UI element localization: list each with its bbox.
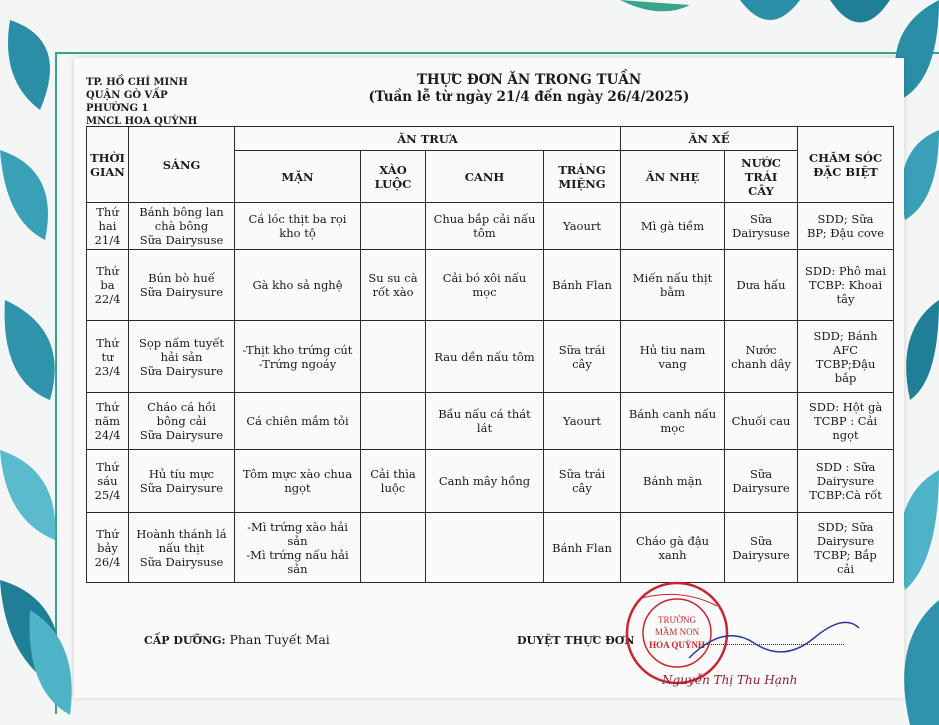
morning-cell-line: Sọp nấm tuyết: [138, 335, 225, 350]
special-cell-line: TCBP:Cà rốt: [809, 488, 882, 502]
light-snack-cell: [621, 203, 725, 250]
stirfry-cell-line: luộc: [380, 481, 406, 495]
soup-cell: [426, 393, 544, 450]
light-snack-cell-line: xanh: [658, 547, 687, 562]
special-cell-line: ngọt: [832, 428, 859, 442]
light-snack-cell-line: Mì gà tiềm: [640, 219, 705, 233]
stirfry-cell-line: rốt xào: [372, 285, 414, 299]
special-cell-line: BP; Đậu cove: [806, 226, 885, 240]
morning-cell-line: Sữa Dairysure: [139, 481, 224, 495]
soup-cell-line: Bầu nấu cá thát lát: [438, 407, 531, 435]
light-snack-cell: [621, 513, 725, 583]
day-cell-line: Thứ: [96, 460, 119, 474]
school-address: [86, 76, 197, 128]
day-cell-line: Thứ: [96, 400, 119, 414]
header-lunch: ĂN TRƯA: [235, 127, 621, 151]
juice-cell-line: Dairysuse: [732, 226, 790, 240]
table-row: [87, 513, 894, 583]
special-cell: [798, 393, 894, 450]
day-cell-line: 26/4: [94, 554, 121, 569]
special-cell-line: AFC: [832, 342, 859, 357]
savory-cell-line: Tôm mực xào chua: [242, 467, 353, 481]
dessert-cell-line: Bánh Flan: [552, 540, 612, 555]
table-row: [87, 321, 894, 393]
morning-cell-line: Bún bò huế: [148, 271, 215, 285]
special-cell: [798, 450, 894, 513]
savory-cell: [235, 321, 361, 393]
day-cell-line: 22/4: [94, 292, 121, 306]
menu-sheet: [74, 58, 904, 698]
savory-cell: [235, 203, 361, 250]
day-cell: [87, 513, 129, 583]
header-stirfry: XÀO LUỘC: [361, 151, 426, 203]
savory-cell: [235, 450, 361, 513]
special-cell-line: SDD : Sữa: [815, 460, 876, 474]
juice-cell: [725, 321, 798, 393]
day-cell-line: ba: [100, 278, 115, 292]
day-cell-line: Thứ: [96, 526, 119, 541]
city-line: TP. HỒ CHÍ MINH: [86, 77, 188, 88]
soup-cell: [426, 203, 544, 250]
morning-cell-line: bông cải: [156, 414, 207, 428]
menu-body: [87, 203, 894, 583]
header-light-snack: ĂN NHẸ: [621, 151, 725, 203]
juice-cell-line: chanh dây: [731, 356, 791, 371]
cook-label: CẤP DƯỠNG:: [144, 634, 226, 647]
savory-cell: [235, 513, 361, 583]
morning-cell: [129, 321, 235, 393]
table-row: [87, 393, 894, 450]
stirfry-cell: [361, 450, 426, 513]
table-row: [87, 250, 894, 321]
header-soup: CANH: [426, 151, 544, 203]
morning-cell-line: Sữa Dairysure: [139, 285, 224, 299]
special-cell-line: SDD; Sữa: [817, 519, 874, 534]
day-cell: [87, 450, 129, 513]
dessert-cell-line: Sữa trái: [558, 342, 606, 357]
dessert-cell-line: Yaourt: [563, 219, 602, 233]
soup-cell-line: Rau dền nấu tôm: [434, 349, 535, 364]
signature-scribble: [684, 618, 864, 668]
leaf-decoration-top: [600, 0, 900, 60]
juice-cell-line: Dairysure: [732, 481, 790, 495]
school-line: MNCL HOA QUỲNH: [86, 116, 198, 127]
morning-cell: [129, 513, 235, 583]
day-cell-line: tư: [101, 349, 114, 364]
savory-cell: [235, 250, 361, 321]
special-cell-line: Dairysure: [816, 474, 875, 488]
morning-cell: [129, 393, 235, 450]
juice-cell-line: Dưa hấu: [736, 278, 786, 292]
savory-cell-line: ngọt: [284, 481, 311, 495]
light-snack-cell-line: bằm: [659, 285, 686, 299]
special-cell-line: bắp: [834, 370, 857, 385]
day-cell: [87, 321, 129, 393]
juice-cell: [725, 203, 798, 250]
juice-cell-line: Chuối cau: [731, 414, 791, 428]
day-cell: [87, 393, 129, 450]
weekly-menu-table: [86, 126, 894, 583]
savory-cell-line: Gà kho sả nghệ: [252, 278, 343, 292]
district-line: QUẬN GÒ VẤP: [86, 90, 168, 101]
light-snack-cell: [621, 321, 725, 393]
morning-cell: [129, 203, 235, 250]
day-cell-line: hai: [98, 219, 117, 233]
soup-cell-line: tôm: [473, 226, 496, 240]
light-snack-cell-line: Cháo gà đậu: [635, 533, 710, 548]
special-cell-line: SDD; Bánh: [813, 328, 878, 343]
stirfry-cell: [361, 321, 426, 393]
special-cell-line: tây: [836, 292, 855, 306]
dessert-cell: [544, 203, 621, 250]
day-cell-line: sáu: [97, 474, 118, 488]
morning-cell-line: Hoành thánh lá: [136, 526, 227, 541]
special-cell-line: TCBP; Bắp: [814, 547, 877, 562]
dessert-cell: [544, 513, 621, 583]
special-cell: [798, 250, 894, 321]
soup-cell: [426, 321, 544, 393]
stirfry-cell: [361, 203, 426, 250]
day-cell-line: Thứ: [96, 264, 119, 278]
morning-cell-line: Cháo cá hồi: [147, 400, 216, 414]
juice-cell-line: Dairysure: [732, 547, 790, 562]
special-cell-line: TCBP;Đậu: [815, 356, 876, 371]
dessert-cell: [544, 450, 621, 513]
day-cell-line: năm: [94, 414, 121, 428]
table-row: [87, 450, 894, 513]
dessert-cell-line: cây: [572, 356, 592, 371]
special-cell: [798, 203, 894, 250]
menu-title: THỰC ĐƠN ĂN TRONG TUẦN: [416, 72, 642, 88]
dessert-cell: [544, 393, 621, 450]
light-snack-cell-line: Miến nấu thịt: [632, 271, 713, 285]
stirfry-cell-line: Cải thìa: [370, 467, 416, 481]
dessert-cell: [544, 321, 621, 393]
light-snack-cell-line: Bánh canh nấu: [628, 407, 717, 421]
savory-cell: [235, 393, 361, 450]
dessert-cell: [544, 250, 621, 321]
savory-cell-line: -Mì trứng nấu hải: [246, 547, 349, 562]
soup-cell-line: Chua bắp cải nấu: [433, 212, 536, 226]
day-cell-line: 24/4: [94, 428, 121, 442]
juice-cell-line: Sữa: [749, 212, 773, 226]
stamp-line-2: MẦM NON: [654, 627, 700, 637]
cook-signature: [144, 632, 330, 647]
juice-cell: [725, 513, 798, 583]
menu-subtitle: (Tuần lễ từ ngày 21/4 đến ngày 26/4/2025): [368, 89, 690, 105]
dessert-cell-line: Bánh Flan: [552, 278, 612, 292]
approve-label: DUYỆT THỰC ĐƠN: [517, 634, 635, 647]
savory-cell-line: Cá lóc thịt ba rọi: [248, 212, 347, 226]
light-snack-cell-line: Hủ tiu nam: [639, 342, 706, 357]
juice-cell-line: Nước: [745, 342, 777, 357]
special-cell: [798, 321, 894, 393]
morning-cell: [129, 450, 235, 513]
savory-cell-line: sản: [287, 533, 308, 548]
dessert-cell-line: cây: [572, 481, 592, 495]
stirfry-cell: [361, 250, 426, 321]
light-snack-cell: [621, 450, 725, 513]
morning-cell-line: Bánh bông lan: [139, 205, 224, 219]
day-cell: [87, 203, 129, 250]
soup-cell-line: Cải bó xôi nấu mọc: [442, 271, 527, 299]
stirfry-cell-line: Su su cà: [368, 271, 418, 285]
light-snack-cell-line: mọc: [660, 421, 685, 435]
stirfry-cell: [361, 513, 426, 583]
juice-cell-line: Sữa: [749, 533, 773, 548]
soup-cell-line: Canh mây hồng: [438, 474, 531, 488]
soup-cell: [426, 250, 544, 321]
special-cell-line: Dairysure: [816, 533, 875, 548]
day-cell-line: Thứ: [96, 335, 119, 350]
morning-cell-line: Sữa Dairysure: [139, 428, 224, 442]
special-cell: [798, 513, 894, 583]
special-cell-line: TCBP : Cải: [813, 414, 878, 428]
dessert-cell-line: Yaourt: [563, 414, 602, 428]
cook-name: Phan Tuyết Mai: [229, 632, 330, 647]
juice-cell: [725, 450, 798, 513]
soup-cell: [426, 513, 544, 583]
stirfry-cell: [361, 393, 426, 450]
stamp-title: TRƯỜNG: [658, 615, 696, 625]
light-snack-cell-line: Bánh mặn: [643, 474, 702, 488]
juice-cell: [725, 393, 798, 450]
day-cell-line: 21/4: [94, 233, 121, 247]
table-row: [87, 203, 894, 250]
ward-line: PHƯỜNG 1: [86, 103, 149, 114]
signer-name: Nguyễn Thị Thu Hạnh: [662, 673, 798, 687]
special-cell-line: SDD: Hột gà: [808, 400, 883, 414]
light-snack-cell: [621, 393, 725, 450]
day-cell-line: Thứ: [96, 205, 119, 219]
light-snack-cell: [621, 250, 725, 321]
morning-cell-line: Sữa Dairysuse: [139, 554, 224, 569]
morning-cell-line: chà bông: [154, 219, 209, 233]
special-cell-line: cải: [837, 561, 855, 576]
header-time: THỜI GIAN: [87, 127, 129, 203]
day-cell-line: 23/4: [94, 363, 121, 378]
header-special: CHĂM SÓC ĐẶC BIỆT: [798, 127, 894, 203]
stamp-line-3: HOA QUỲNH: [649, 640, 705, 650]
header-morning: SÁNG: [129, 127, 235, 203]
day-cell-line: bảy: [97, 540, 118, 555]
day-cell-line: 25/4: [94, 488, 121, 502]
header-snack: ĂN XẾ: [621, 127, 798, 151]
menu-title-block: [364, 72, 694, 106]
morning-cell-line: Sữa Dairysuse: [139, 233, 224, 247]
special-cell-line: TCBP: Khoai: [808, 278, 883, 292]
savory-cell-line: kho tộ: [279, 226, 316, 240]
header-savory: MẶN: [235, 151, 361, 203]
morning-cell: [129, 250, 235, 321]
savory-cell-line: -Trứng ngoáy: [258, 356, 337, 371]
juice-cell: [725, 250, 798, 321]
savory-cell-line: -Thịt kho trứng cút: [242, 342, 353, 357]
morning-cell-line: Hủ tíu mực: [148, 467, 215, 481]
juice-cell-line: Sữa: [749, 467, 773, 481]
savory-cell-line: sản: [287, 561, 308, 576]
morning-cell-line: Sữa Dairysure: [139, 363, 224, 378]
special-cell-line: SDD: Phô mai: [805, 264, 887, 278]
savory-cell-line: Cá chiên mắm tỏi: [246, 414, 349, 428]
light-snack-cell-line: vang: [658, 356, 687, 371]
morning-cell-line: nấu thịt: [158, 540, 205, 555]
savory-cell-line: -Mì trứng xào hải: [247, 519, 348, 534]
day-cell: [87, 250, 129, 321]
morning-cell-line: hải sản: [160, 349, 203, 364]
dessert-cell-line: Sữa trái: [558, 467, 606, 481]
header-dessert: TRÁNG MIỆNG: [544, 151, 621, 203]
special-cell-line: SDD; Sữa: [817, 212, 874, 226]
soup-cell: [426, 450, 544, 513]
header-juice: NƯỚC TRÁI CÂY: [725, 151, 798, 203]
